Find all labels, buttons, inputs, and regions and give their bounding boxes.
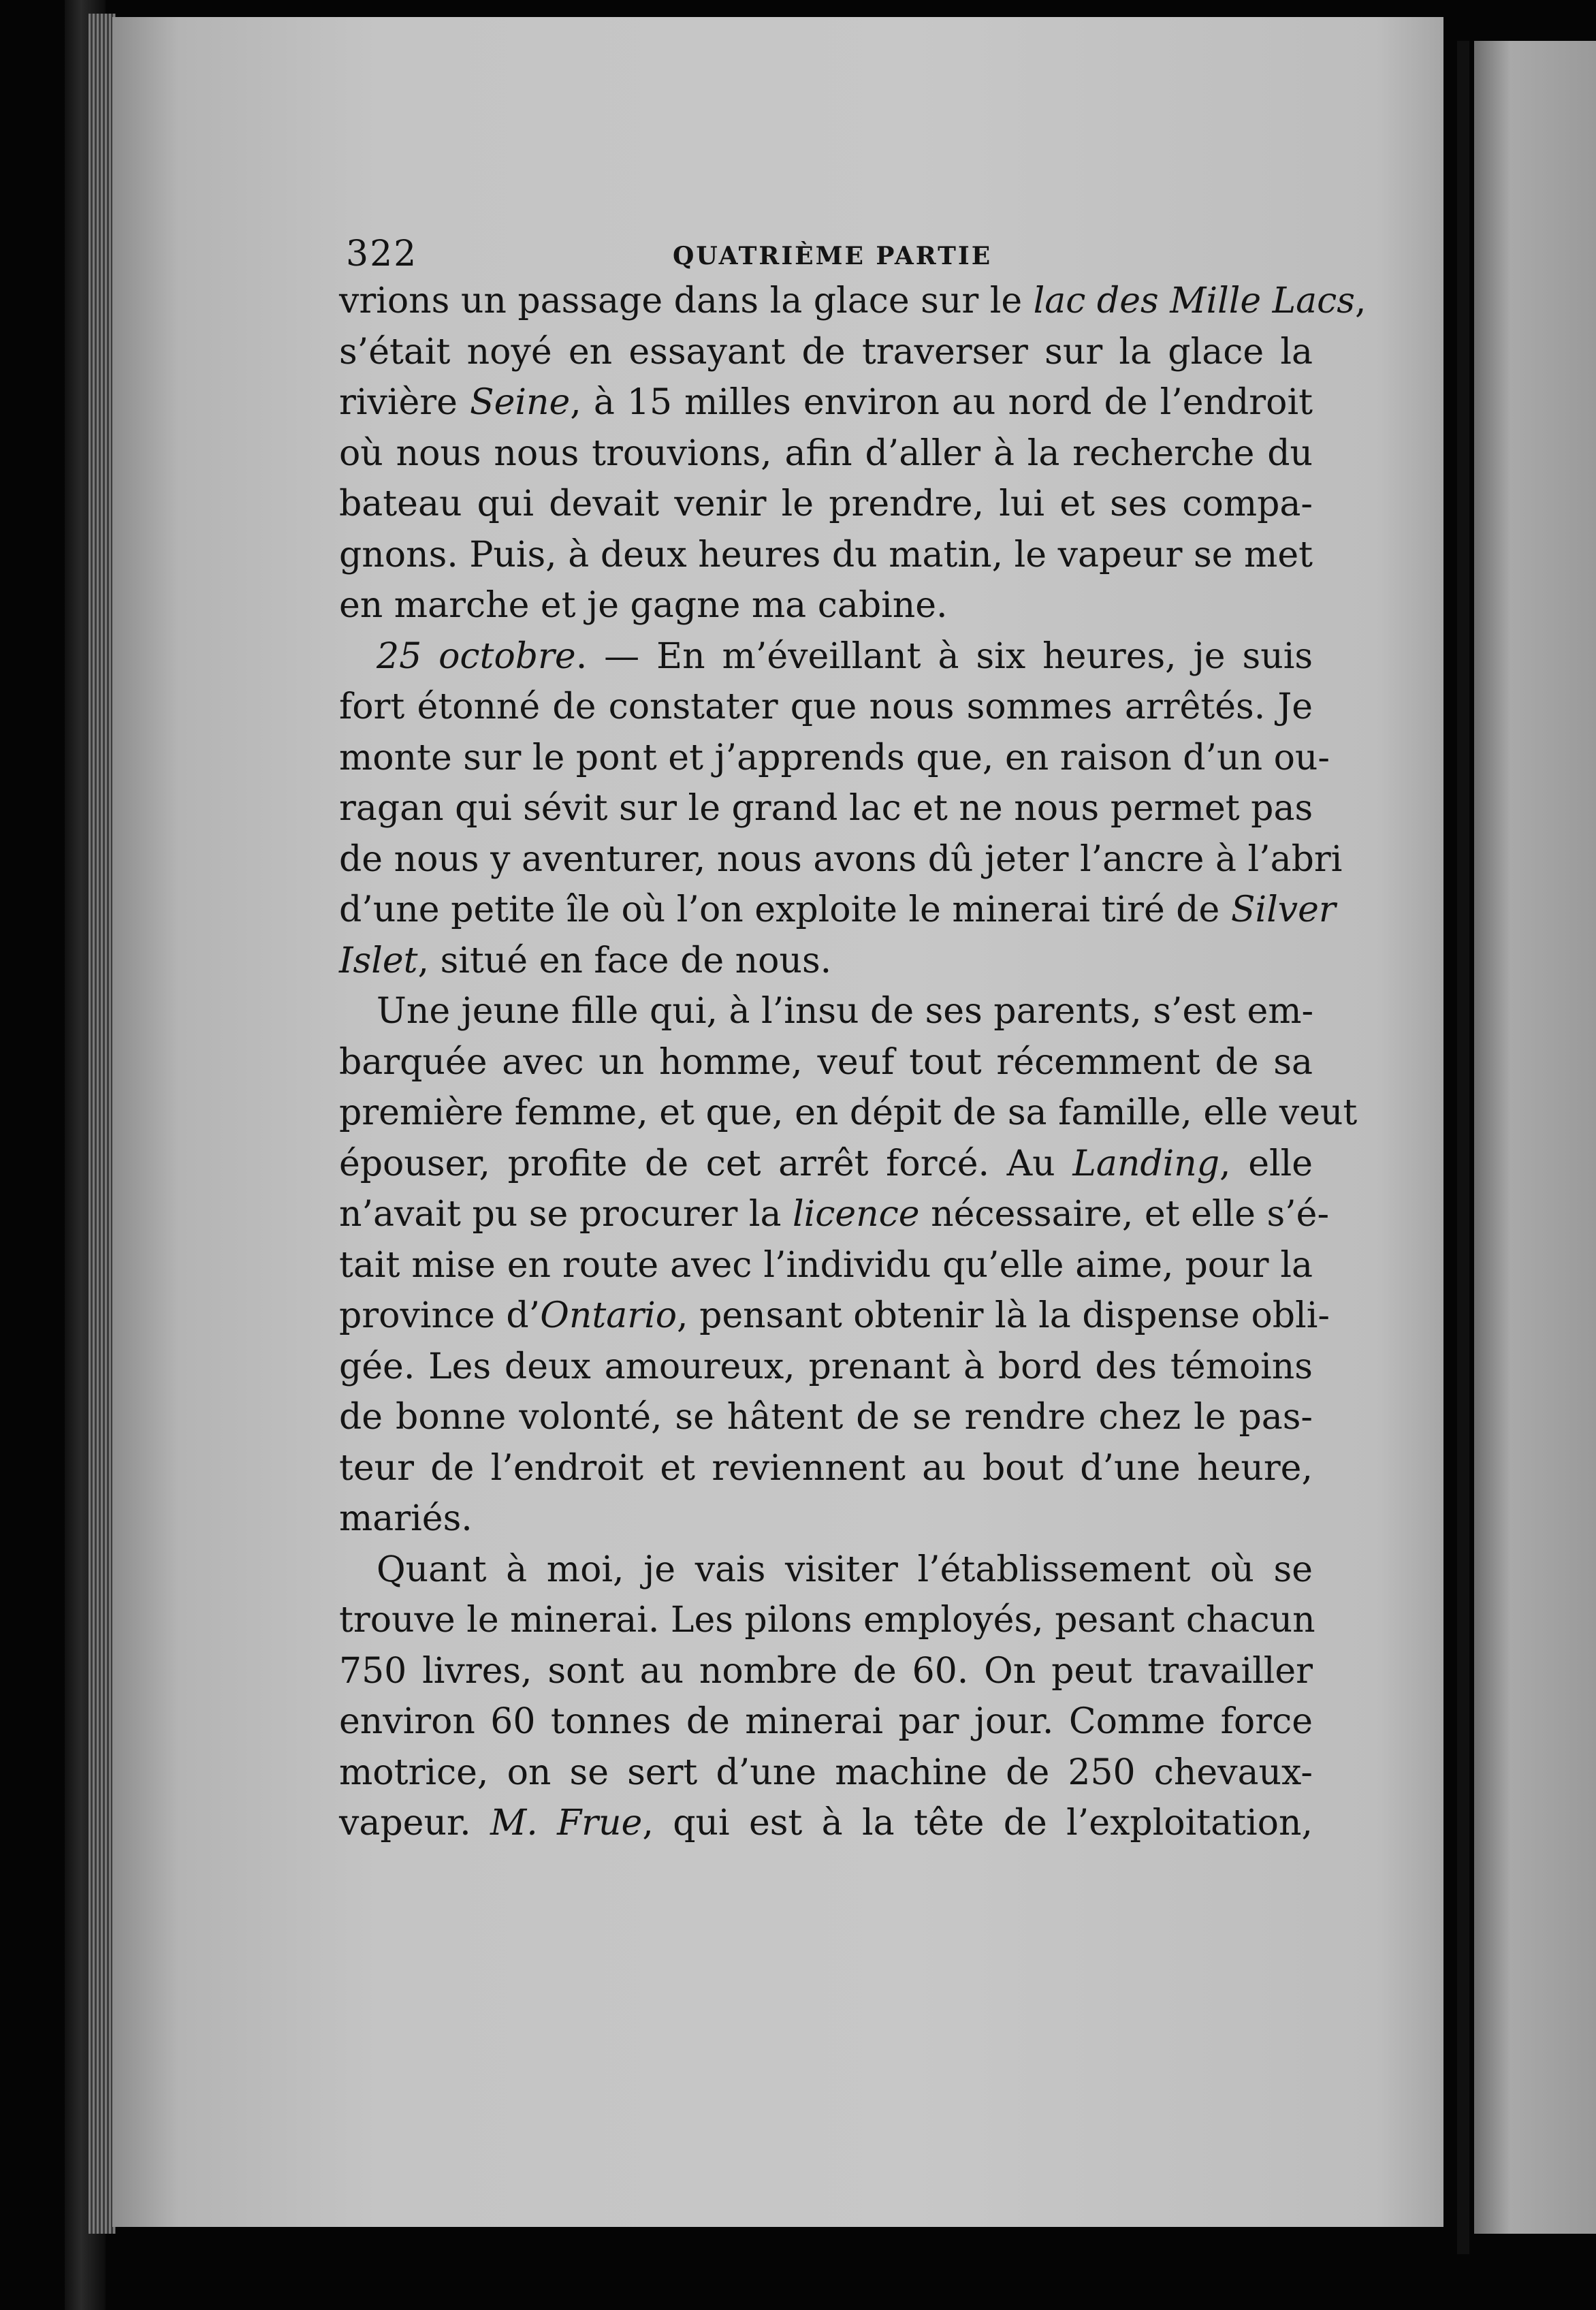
gutter-shadow (1457, 41, 1469, 2254)
text-line (339, 986, 1313, 1037)
text-run: nécessaire, et elle s’é- (919, 1194, 1330, 1235)
text-run: , pensant obtenir là la dispense obli- (677, 1295, 1330, 1336)
text-run: province d’ (339, 1295, 541, 1336)
text-run: teur de l’endroit et reviennent au bout d’une heure, (339, 1447, 1313, 1489)
text-line (339, 783, 1313, 834)
text-run: ragan qui sévit sur le grand lac et ne nous permet pas (339, 788, 1313, 829)
text-run: vapeur. (339, 1803, 490, 1844)
page-edges (89, 14, 116, 2234)
text-run: s’était noyé en essayant de traverser sur la glace la (339, 331, 1313, 373)
text-run: en marche et je gagne ma cabine. (339, 585, 948, 626)
text-line (339, 1443, 1313, 1494)
text-line (339, 1139, 1313, 1190)
page-number: 322 (346, 234, 418, 274)
text-run: où nous nous trouvions, afin d’aller à la recherche du (339, 432, 1313, 474)
running-head: QUATRIÈME PARTIE (673, 242, 993, 270)
text-run: épouser, profite de cet arrêt forcé. Au (339, 1143, 1073, 1184)
text-line (339, 1798, 1313, 1849)
text-line (339, 580, 1313, 631)
text-line (339, 1747, 1313, 1799)
text-run: vrions un passage dans la glace sur le (339, 281, 1034, 321)
italic-text: Islet (339, 940, 418, 981)
text-run: rivière (339, 382, 470, 423)
page-text (339, 228, 1367, 1849)
text-line (339, 327, 1313, 378)
text-run: environ 60 tonnes de minerai par jour. Comme force (339, 1701, 1313, 1742)
text-line (339, 1088, 1358, 1139)
italic-text: lac des Mille Lacs (1033, 281, 1355, 321)
text-run: première femme, et que, en dépit de sa famille, elle veut (339, 1092, 1358, 1133)
text-line (339, 1189, 1330, 1240)
text-line (339, 1696, 1313, 1747)
text-line (339, 733, 1330, 784)
italic-text: Landing (1072, 1143, 1220, 1184)
italic-text: Silver (1230, 889, 1336, 930)
text-run: 750 livres, sont au nombre de 60. On peut travailler (339, 1650, 1313, 1692)
text-run: mariés. (339, 1498, 473, 1539)
text-run: , situé en face de nous. (417, 940, 832, 981)
body-paragraphs (339, 276, 1367, 1849)
italic-text: M. Frue (490, 1803, 643, 1844)
text-run: , elle (1219, 1143, 1313, 1184)
page-header (339, 228, 1313, 276)
text-run: tait mise en route avec l’individu qu’elle aime, pour la (339, 1244, 1313, 1286)
text-run: monte sur le pont et j’apprends que, en raison d’un ou- (339, 737, 1330, 778)
text-run: d’une petite île où l’on exploite le minerai tiré de (339, 889, 1231, 930)
text-run: gnons. Puis, à deux heures du matin, le vapeur se met (339, 534, 1313, 575)
text-line (339, 1392, 1313, 1443)
text-line (339, 428, 1313, 479)
text-line (339, 479, 1313, 530)
text-line (339, 631, 1313, 682)
text-run: trouve le minerai. Les pilons employés, pesant chacun (339, 1600, 1315, 1641)
text-run: gée. Les deux amoureux, prenant à bord des témoins (339, 1346, 1313, 1387)
text-line (339, 1342, 1313, 1393)
text-run: , (1354, 281, 1367, 321)
text-line (339, 936, 1313, 987)
italic-text: licence (793, 1194, 920, 1235)
text-run: Une jeune fille qui, à l’insu de ses parents, s’est em- (377, 991, 1314, 1032)
text-line (339, 530, 1313, 581)
text-line (339, 1037, 1313, 1088)
text-line (339, 682, 1313, 733)
text-run: de nous y aventurer, nous avons dû jeter l’ancre à l’abri (339, 838, 1343, 880)
text-run: Quant à moi, je vais visiter l’établissement où se (377, 1549, 1313, 1590)
text-run: motrice, on se sert d’une machine de 250 chevaux- (339, 1752, 1313, 1793)
text-line (339, 834, 1343, 885)
text-run: n’avait pu se procurer la (339, 1194, 793, 1235)
text-line (339, 1595, 1313, 1646)
text-run: , qui est à la tête de l’exploitation, (642, 1803, 1313, 1844)
adjacent-page (1474, 41, 1596, 2234)
text-line (339, 885, 1336, 936)
text-line (339, 1240, 1313, 1291)
text-run: bateau qui devait venir le prendre, lui et ses compa- (339, 484, 1313, 524)
text-run: , à 15 milles environ au nord de l’endroit (570, 382, 1313, 423)
text-line (339, 276, 1367, 327)
text-line (339, 377, 1313, 428)
text-line (339, 1545, 1313, 1596)
text-run: de bonne volonté, se hâtent de se rendre chez le pas- (339, 1397, 1313, 1438)
italic-text: 25 octobre (377, 635, 576, 677)
text-run: . — En m’éveillant à six heures, je suis (575, 635, 1313, 677)
text-run: barquée avec un homme, veuf tout récemment de sa (339, 1041, 1313, 1083)
italic-text: Ontario (540, 1295, 677, 1336)
italic-text: Seine (469, 382, 571, 423)
text-line (339, 1646, 1313, 1697)
text-run: fort étonné de constater que nous sommes arrêtés. Je (339, 686, 1313, 727)
text-line (339, 1291, 1330, 1342)
text-line (339, 1493, 1313, 1545)
